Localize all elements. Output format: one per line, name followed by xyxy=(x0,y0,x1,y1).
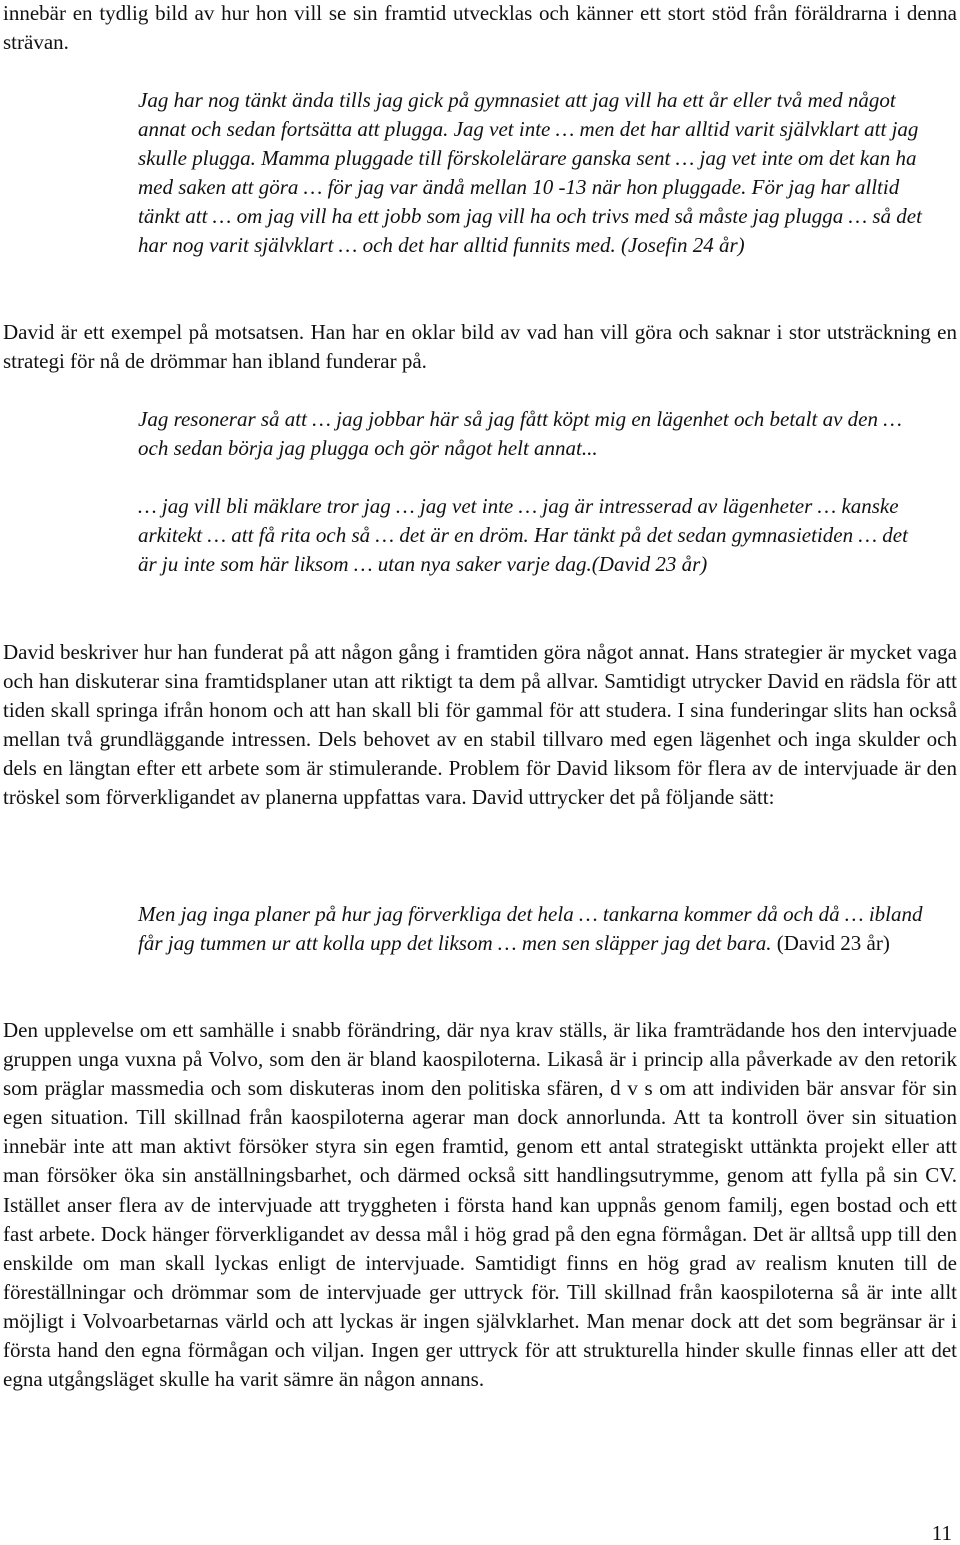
quote-josefin: Jag har nog tänkt ända tills jag gick på gymnasiet att jag vill ha ett år eller två med något annat och sedan fortsätta att plugga. Jag vet inte … men det har alltid varit självklart att jag skulle plugga. Mamma pluggade till förskolelärare ganska sent … jag vet inte om det kan ha med saken att göra … för jag var ändå mellan 10 -13 när hon pluggade. För jag har alltid tänkt att … om jag vill ha ett jobb som jag vill ha och trivs med så måste jag plugga … så det har nog varit självklart … och det har alltid funnits med. (Josefin 24 år) xyxy=(138,88,922,258)
paragraph-david-contrast: David är ett exempel på motsatsen. Han har en oklar bild av vad han vill göra och saknar i stor utsträckning en strategi för nå de drömmar han ibland funderar på. xyxy=(3,320,957,374)
page-number: 11 xyxy=(931,1521,952,1545)
quote-reference: (David 23 år) xyxy=(771,931,890,956)
quote-david-plans: Jag resonerar så att … jag jobbar här så jag fått köpt mig en lägenhet och betalt av den … och sedan börja jag plugga och gör något helt annat... xyxy=(138,407,902,461)
paragraph-intro-continuation: innebär en tydlig bild av hur hon vill se sin framtid utvecklas och känner ett stort stöd från föräldrarna i denna strävan. xyxy=(3,1,957,55)
paragraph-david-analysis: David beskriver hur han funderat på att någon gång i framtiden göra något annat. Hans strategier är mycket vaga och han diskuterar sina framtidsplaner utan att riktigt ta dem på allvar. Samtidigt utrycker David en rädsla för att tiden skall springa ifrån honom och att han skall bli för gammal för att studera. I sina funderingar slits han också mellan två grundläggande intressen. Dels behovet av en stabil tillvaro med egen lägenhet och inga skulder och dels en längtan efter ett arbete som är stimulerande. Problem för David liksom för flera av de intervjuade är den tröskel som förverkligandet av planerna uppfattas vara. David uttrycker det på följande sätt: xyxy=(3,640,957,810)
quote-david-no-plans xyxy=(138,900,928,958)
paragraph-volvo-comparison: Den upplevelse om ett samhälle i snabb förändring, där nya krav ställs, är lika framträdande hos den intervjuade gruppen unga vuxna på Volvo, som den är bland kaospiloterna. Likaså är i princip alla påverkade av den retorik som präglar massmedia och som diskuteras inom den politiska sfären, d v s om att individen bär ansvar för sin egen situation. Till skillnad från kaospiloterna agerar man dock annorlunda. Att ta kontroll över sin situation innebär inte att man aktivt försöker styra sin egen framtid, genom ett antal strategiskt uttänkta projekt eller att man försöker öka sin anställningsbarhet, och därmed också sitt handlingsutrymme, genom att fylla på sin CV. Istället anser flera av de intervjuade att tryggheten i första hand kan uppnås genom familj, egen bostad och ett fast arbete. Dock hänger förverkligandet av dessa mål i hög grad på den egna förmågan. Det är alltså upp till den enskilde om man skall lyckas enligt de intervjuade. Samtidigt finns en hög grad av realism knuten till de föreställningar och drömmar som de intervjuade ger uttryck för. Till skillnad från kaospiloterna så är inte allt möjligt i Volvoarbetarnas värld och att lyckas är ingen självklarhet. Man menar dock att det som begränsar är i första hand den egna förmågan och viljan. Ingen ger uttryck för att strukturella hinder skulle finnas eller att det egna utgångsläget skulle ha varit sämre än någon annans. xyxy=(3,1018,957,1392)
quote-david-dream: … jag vill bli mäklare tror jag … jag vet inte … jag är intresserad av lägenheter … kanske arkitekt … att få rita och så … det är en dröm. Har tänkt på det sedan gymnasietiden … det är ju inte som här liksom … utan nya saker varje dag.(David 23 år) xyxy=(138,494,908,577)
quote-body: Men jag inga planer på hur jag förverkliga det hela … tankarna kommer då och då … ibland får jag tummen ur att kolla upp det liksom … men sen släpper jag det bara. xyxy=(138,902,923,956)
